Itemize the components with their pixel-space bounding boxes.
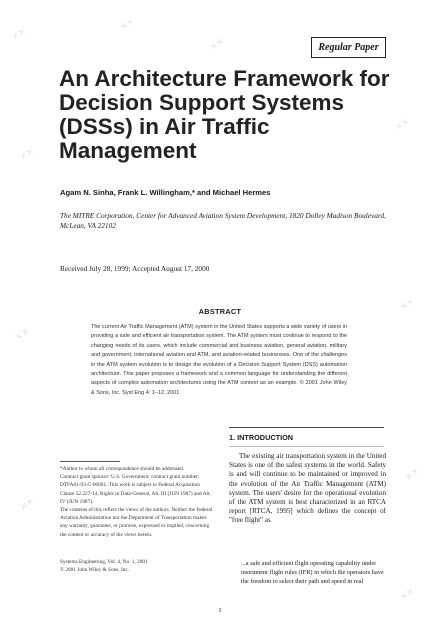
block-quote: ...a safe and efficient flight operating capability under instrument flight rules (IFR) in which the operators have the freedom to select their path and speed in real — [241, 560, 384, 585]
footnote-correspondence: *Author to whom all correspondence should be addressed. — [60, 466, 185, 472]
watermark-mark: ✕✕ — [393, 116, 412, 134]
watermark-mark: ✕✕ — [10, 26, 29, 44]
author-list: Agam N. Sinha, Frank L. Willingham,* and Michael Hermes — [60, 188, 271, 197]
article-type-badge: Regular Paper — [311, 37, 386, 58]
section-underline — [229, 446, 384, 447]
footnote-contract: Contract grant sponsor: U.S. Government; contract grant number: DTFA01-93-C-00001. This work is subject to Federal Acquisition Clause 52.227-14, Rights in Data-General, Alt. III (JUN 1987) and Alt. IV (JUN 1987). — [60, 474, 211, 505]
introduction-paragraph: The existing air transportation system in the United States is one of the safest systems in the world. Safety is and will continue to be maintained or improved in the evolution of the Air Traffic Management (ATM) system. The users' desire for the operational evolution of the ATM system is best characterized in an RTCA report [RTCA, 1995] which defines the concept of "free flight" as — [229, 452, 386, 525]
footnotes — [60, 465, 215, 539]
watermark-mark: ✕✕ — [18, 496, 37, 514]
abstract-text: The current Air Traffic Management (ATM) system in the United States supports a wide variety of users in providing a safe and efficient air transportation system. The ATM system must continue to respond to the changing needs of its users, which include commercial and business aviation, general aviation, military and government, international aviation and ATM, and aviation-related businesses. One of the challenges in the ATM system evolution is to design the evolution of a Decision Support System (DSS) automation architecture. This paper proposes a framework and a common language for understanding the different aspects of complex automation architectures using the ATM context as an example. © 2001 John Wiley & Sons, Inc. Syst Eng 4: 1–12, 2001 — [91, 324, 347, 396]
section-rule — [229, 427, 384, 428]
watermark-mark: ✕✕ — [398, 296, 417, 314]
received-date: Received July 28, 1999; Accepted August 17, 2000 — [60, 264, 210, 273]
footnote-rule — [60, 461, 120, 462]
watermark-mark: ✕✕ — [403, 466, 422, 484]
journal-citation: Systems Engineering, Vol. 4, No. 1, 2001 — [60, 559, 148, 565]
page-number: 1 — [218, 607, 222, 614]
watermark-mark: ✕✕ — [398, 586, 417, 604]
watermark-mark: ✕✕ — [18, 146, 37, 164]
affiliation: The MITRE Corporation, Center for Advanced Aviation System Development, 1820 Dolley Madison Boulevard, McLean, VA 22102 — [60, 211, 386, 230]
abstract-heading: ABSTRACT — [198, 307, 242, 316]
watermark-mark: ✕✕ — [13, 326, 32, 344]
journal-info — [60, 558, 215, 574]
section-heading: 1. INTRODUCTION — [229, 433, 294, 442]
watermark-mark: ✕✕ — [208, 36, 227, 54]
footnote-disclaimer: The contents of this reflect the views of the authors. Neither the Federal Aviation Administration nor the Department of Transportation makes any warranty, guarantee, or promise, expressed or implied, concerning the content or accuracy of the views herein. — [60, 507, 213, 538]
watermark-mark: ✕✕ — [118, 16, 137, 34]
journal-copyright: © 2001 John Wiley & Sons, Inc. — [60, 567, 130, 574]
paper-title: An Architecture Framework for Decision Support Systems (DSSs) in Air Traffic Management — [59, 66, 390, 163]
